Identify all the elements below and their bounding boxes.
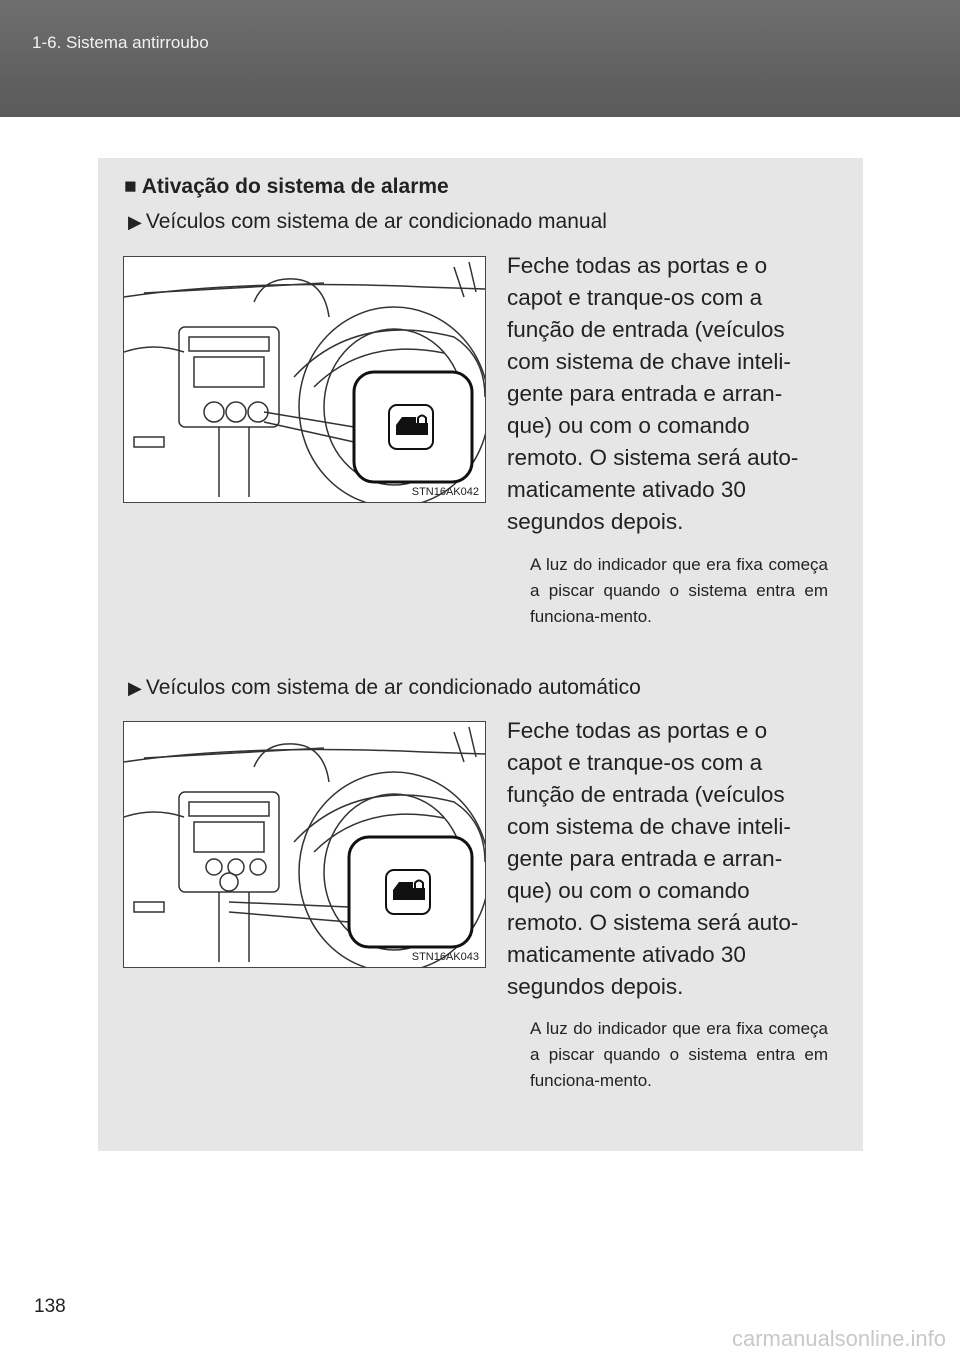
car-lock-icon [389, 405, 433, 449]
figure-code: STN16AK043 [411, 951, 479, 963]
page-number: 138 [34, 1296, 66, 1317]
figure-code: STN16AK042 [411, 486, 479, 498]
dashboard-drawing [124, 257, 485, 502]
dashboard-drawing [124, 722, 485, 967]
right-triangle-icon: ▶ [128, 212, 142, 232]
dashboard-illustration-auto [123, 721, 486, 968]
bullet-manual-ac [128, 210, 607, 234]
bullet-text: Veículos com sistema de ar condicionado automático [145, 676, 641, 699]
section-heading [124, 175, 449, 199]
watermark: carmanualsonline.info [731, 1326, 946, 1351]
car-lock-icon [386, 870, 430, 914]
bullet-auto-ac [128, 676, 641, 700]
indicator-note: A luz do indicador que era fixa começa a piscar quando o sistema entra em funciona-mento. [530, 1019, 828, 1090]
bullet-text: Veículos com sistema de ar condicionado manual [145, 210, 607, 233]
instruction-text: Feche todas as portas e o capot e tranque-os com a função de entrada (veículos com sistema de chave inteli- gente para entrada e arran- que) ou com o comando remoto. O sistema será auto- maticamente ativado 30 segundos depois. [507, 253, 799, 534]
section-heading-text: Ativação do sistema de alarme [141, 175, 449, 198]
dashboard-illustration-manual [123, 256, 486, 503]
right-triangle-icon: ▶ [128, 678, 142, 698]
instruction-text: Feche todas as portas e o capot e tranque-os com a função de entrada (veículos com sistema de chave inteli- gente para entrada e arran- que) ou com o comando remoto. O sistema será auto- maticamente ativado 30 segundos depois. [507, 718, 799, 999]
page-header [0, 0, 960, 117]
indicator-note: A luz do indicador que era fixa começa a piscar quando o sistema entra em funciona-mento. [530, 555, 828, 626]
square-bullet-icon: ■ [124, 175, 137, 198]
section-breadcrumb: 1-6. Sistema antirroubo [32, 33, 209, 52]
